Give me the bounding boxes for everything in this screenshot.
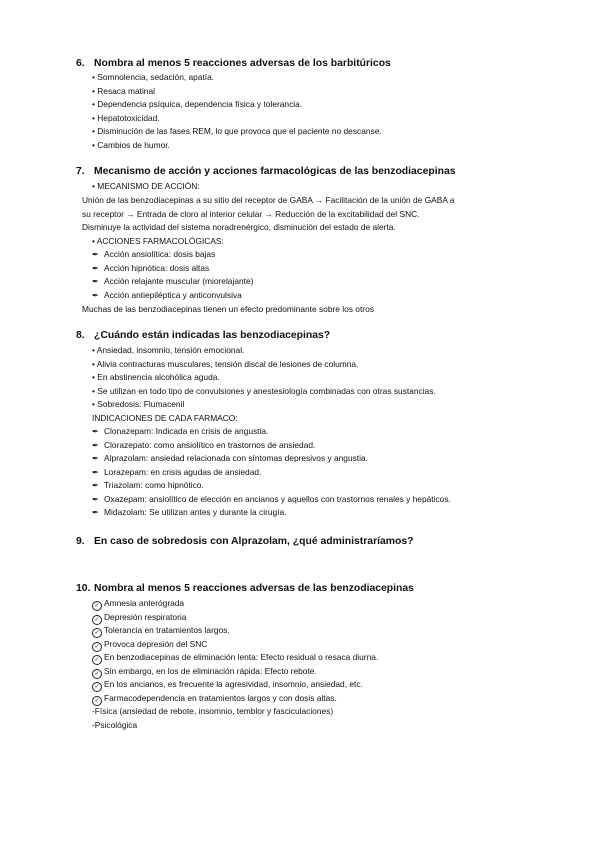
question-number: 7. (76, 166, 85, 177)
list-item: • Ansiedad, insomnio, tensión emocional. (92, 345, 245, 355)
list-item: • Somnolencia, sedación, apatía. (92, 72, 215, 82)
list-item (92, 692, 337, 706)
question-title: ¿Cuándo están indicadas las benzodiacepinas? (94, 330, 331, 341)
list-item (92, 466, 261, 480)
circled-check-icon: ✓ (92, 628, 102, 638)
list-item: • Sobredosis: Flumacenil (92, 399, 185, 409)
sub-item: -Psicológica (92, 720, 138, 730)
pen-icon: ✒ (92, 454, 99, 463)
pen-icon: ✒ (92, 277, 99, 286)
circled-check-icon: ✓ (92, 642, 102, 652)
pen-icon: ✒ (92, 250, 99, 259)
list-item-text: Midazolam: Se utilizan antes y durante la cirugía. (104, 507, 287, 517)
paragraph-line: Unión de las benzodiacepinas a su sitio del receptor de GABA → Facilitación de la unión de GABA a (82, 195, 455, 205)
list-item (92, 425, 268, 439)
list-item-text: Provoca depresión del SNC (104, 639, 208, 649)
circled-check-icon: ✓ (92, 669, 102, 679)
list-item (92, 506, 286, 520)
list-item (92, 289, 242, 303)
question-title: Mecanismo de acción y acciones farmacológicas de las benzodiacepinas (94, 166, 456, 177)
pen-icon: ✒ (92, 441, 99, 450)
list-item-text: Acción hipnótica: dosis altas (104, 263, 210, 273)
section-label: • MECANISMO DE ACCIÓN: (92, 181, 200, 191)
circled-check-icon: ✓ (92, 601, 102, 611)
pen-icon: ✒ (92, 481, 99, 490)
list-item (92, 479, 204, 493)
list-item-text: Triazolam: como hipnótico. (104, 480, 204, 490)
list-item (92, 248, 215, 262)
list-item-text: Lorazepam: en crisis agudas de ansiedad. (104, 467, 262, 477)
paragraph-line: Disminuye la actividad del sistema noradrenérgico, disminución del estado de alerta. (82, 222, 396, 232)
list-item: • Cambios de humor. (92, 140, 170, 150)
list-item (92, 678, 363, 692)
list-item-text: Acción relajante muscular (miorelajante) (104, 276, 254, 286)
question-title: Nombra al menos 5 reacciones adversas de los barbitúricos (94, 58, 391, 69)
list-item-text: En benzodiacepinas de eliminación lenta: Efecto residual o resaca diurna. (104, 652, 379, 662)
list-item-text: Acción ansiolítica: dosis bajas (104, 249, 216, 259)
list-item: • Disminución de las fases REM, lo que provoca que el paciente no descanse. (92, 126, 382, 136)
circled-check-icon: ✓ (92, 655, 102, 665)
list-item (92, 452, 368, 466)
list-item-text: Amnesia anterógrada (104, 598, 185, 608)
pen-icon: ✒ (92, 495, 99, 504)
sub-item: -Física (ansiedad de rebote, insomnio, temblor y fasciculaciones) (92, 706, 334, 716)
list-item-text: Farmacodependencia en tratamientos largos y con dosis altas. (104, 693, 337, 703)
question-title: En caso de sobredosis con Alprazolam, ¿qué administraríamos? (94, 536, 414, 547)
pen-icon: ✒ (92, 264, 99, 273)
list-item-text: Alprazolam: ansiedad relacionada con síntomas depresivos y angustia. (104, 453, 368, 463)
list-item: • Alivia contracturas musculares, tensión discal de lesiones de columna. (92, 359, 359, 369)
question-title: Nombra al menos 5 reacciones adversas de las benzodiacepinas (94, 583, 414, 594)
circled-check-icon: ✓ (92, 696, 102, 706)
paragraph-line: su receptor → Entrada de cloro al interior celular → Reducción de la excitabilidad del SNC. (82, 209, 420, 219)
list-item (92, 611, 186, 625)
question-number: 9. (76, 536, 85, 547)
pen-icon: ✒ (92, 427, 99, 436)
list-item: • Se utilizan en todo tipo de convulsiones y anestesiología combinadas con otras sustancias. (92, 386, 436, 396)
section-label: • ACCIONES FARMACOLÓGICAS: (92, 236, 224, 246)
list-item-text: Clorazepato: como ansiolítico en trastornos de ansiedad. (104, 440, 316, 450)
paragraph-line: Muchas de las benzodiacepinas tienen un efecto predominante sobre los otros (82, 304, 374, 314)
pen-icon: ✒ (92, 468, 99, 477)
list-item (92, 638, 207, 652)
question-number: 6. (76, 58, 85, 69)
list-item-text: Oxazepam: ansiolítico de elección en ancianos y aquellos con trastornos renales y hepáticos. (104, 494, 451, 504)
list-item-text: Acción antiepiléptica y anticonvulsiva (104, 290, 242, 300)
pen-icon: ✒ (92, 291, 99, 300)
list-item: • Hepatotoxicidad. (92, 113, 160, 123)
list-item (92, 262, 209, 276)
pen-icon: ✒ (92, 508, 99, 517)
list-item-text: Clonazepam: Indicada en crisis de angustia. (104, 426, 269, 436)
list-item (92, 624, 230, 638)
list-item (92, 439, 315, 453)
list-item: • Resaca matinal (92, 86, 155, 96)
list-item (92, 665, 317, 679)
circled-check-icon: ✓ (92, 615, 102, 625)
list-item (92, 651, 378, 665)
section-label: INDICACIONES DE CADA FARMACO: (92, 413, 238, 423)
list-item: • Dependencia psíquica, dependencia física y tolerancia. (92, 99, 303, 109)
list-item: • En abstinencia alcohólica aguda. (92, 372, 220, 382)
list-item-text: Tolerancia en tratamientos largos. (104, 625, 230, 635)
list-item-text: Sin embargo, en los de eliminación rápida: Efecto rebote. (104, 666, 317, 676)
question-number: 8. (76, 330, 85, 341)
question-number: 10. (76, 583, 91, 594)
list-item-text: Depresión respiratoria (104, 612, 187, 622)
list-item-text: En los ancianos, es frecuente la agresividad, insomnio, ansiedad, etc. (104, 679, 363, 689)
list-item (92, 275, 253, 289)
list-item (92, 597, 184, 611)
list-item (92, 493, 451, 507)
circled-check-icon: ✓ (92, 682, 102, 692)
